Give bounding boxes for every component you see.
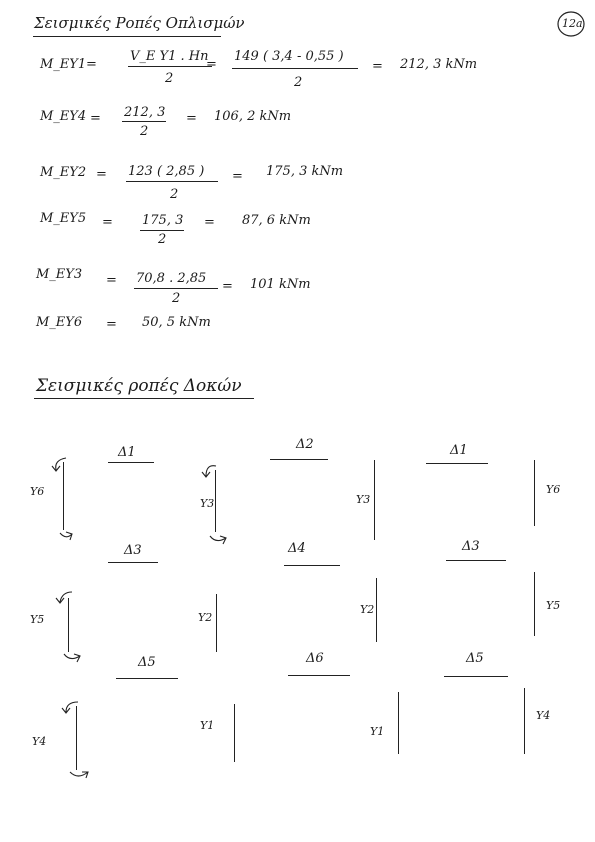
column-label: Y3 (200, 497, 215, 510)
equation-numerator: 212, 3 (124, 105, 166, 120)
equation-denominator: 2 (172, 291, 181, 306)
moment-arrow-icon (70, 772, 88, 776)
equation-lhs: M_EY6 (36, 315, 83, 330)
equation-denominator: 2 (140, 124, 149, 139)
equation-denominator: 2 (165, 71, 174, 86)
column-label: Y1 (370, 725, 385, 738)
column-label: Y4 (536, 709, 551, 722)
equation-equals: = (372, 59, 383, 74)
beam-label: Δ5 (466, 651, 484, 666)
equation-result: 212, 3 kNm (400, 57, 478, 72)
equation-lhs: M_EY5 (40, 211, 87, 226)
equation-numerator: V_E Y1 . Hn (130, 49, 209, 64)
moment-arrow-icon (56, 458, 66, 470)
equation-equals: = (90, 111, 101, 126)
equation-numerator: 70,8 . 2,85 (136, 271, 207, 286)
column-label: Y4 (32, 735, 47, 748)
equation-result: 87, 6 kNm (242, 213, 311, 228)
equation-denominator: 2 (294, 75, 303, 90)
section2-title: Σεισμικές ροπές Δοκών (36, 376, 242, 396)
column-label: Y5 (30, 613, 45, 626)
column-label: Y3 (356, 493, 371, 506)
beam-label: Δ4 (288, 541, 306, 556)
column-label: Y1 (200, 719, 215, 732)
equation-result: 175, 3 kNm (266, 164, 344, 179)
column-label: Y6 (30, 485, 45, 498)
equation-denominator: 2 (170, 187, 179, 202)
beam-label: Δ6 (306, 651, 324, 666)
equation-equals: = (106, 273, 117, 288)
equation-equals: = (206, 57, 217, 72)
column-label: Y2 (360, 603, 375, 616)
beam-label: Δ3 (462, 539, 480, 554)
equation-lhs: M_EY1 (40, 57, 87, 72)
beam-label: Δ2 (296, 437, 314, 452)
equation-result: 50, 5 kNm (142, 315, 211, 330)
equation-lhs: M_EY3 (36, 267, 83, 282)
equation-equals: = (204, 215, 215, 230)
equation-lhs: M_EY2 (40, 165, 87, 180)
equation-denominator: 2 (158, 232, 167, 247)
equation-numerator: 175, 3 (142, 213, 184, 228)
beam-label: Δ1 (118, 445, 136, 460)
equation-numerator: 149 ( 3,4 - 0,55 ) (234, 49, 344, 64)
equation-result: 106, 2 kNm (214, 109, 292, 124)
equation-equals: = (186, 111, 197, 126)
beam-label: Δ3 (124, 543, 142, 558)
page-number-text: 12a (562, 17, 583, 30)
section1-title: Σεισμικές Ροπές Οπλισμών (34, 14, 245, 32)
equation-equals: = (96, 167, 107, 182)
equation-equals: = (102, 215, 113, 230)
equation-lhs: M_EY4 (40, 109, 87, 124)
beam-label: Δ1 (450, 443, 468, 458)
equation-equals: = (222, 279, 233, 294)
equation-numerator: 123 ( 2,85 ) (128, 164, 205, 179)
column-label: Y5 (546, 599, 561, 612)
column-label: Y6 (546, 483, 561, 496)
equation-equals: = (86, 57, 97, 72)
equation-equals: = (106, 317, 117, 332)
equation-result: 101 kNm (250, 277, 311, 292)
equation-equals: = (232, 169, 243, 184)
beam-label: Δ5 (138, 655, 156, 670)
column-label: Y2 (198, 611, 213, 624)
